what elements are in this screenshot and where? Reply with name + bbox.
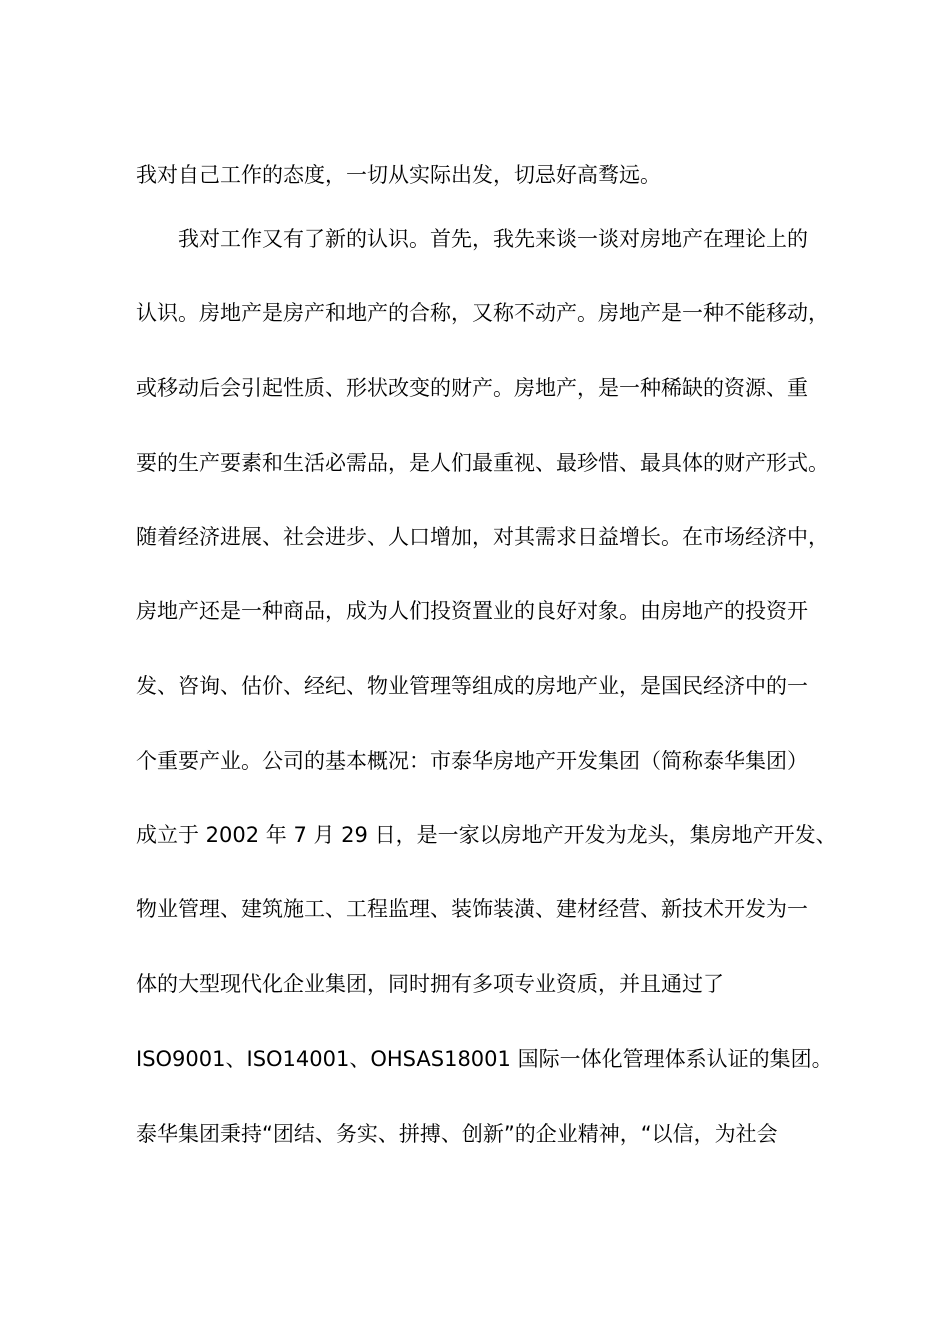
text-line-14: 泰华集团秉持“团结、务实、拼搏、创新”的企业精神，“以信，为社会: [136, 1122, 778, 1146]
text-line-1: 我对自己工作的态度，一切从实际出发，切忌好高骛远。: [136, 163, 661, 187]
text-line-4: 或移动后会引起性质、形状改变的财产。房地产，是一种稀缺的资源、重: [136, 376, 808, 400]
text-line-12: 体的大型现代化企业集团，同时拥有多项专业资质，并且通过了: [136, 972, 724, 996]
text-line-2: 我对工作又有了新的认识。首先，我先来谈一谈对房地产在理论上的: [136, 227, 808, 251]
text-line-5: 要的生产要素和生活必需品，是人们最重视、最珍惜、最具体的财产形式。: [136, 451, 829, 475]
text-line-10: 成立于 2002 年 7 月 29 日，是一家以房地产开发为龙头，集房地产开发、: [136, 823, 837, 847]
text-line-6: 随着经济进展、社会进步、人口增加，对其需求日益增长。在市场经济中，: [136, 525, 829, 549]
text-line-9: 个重要产业。公司的基本概况：市泰华房地产开发集团（简称泰华集团）: [136, 749, 808, 773]
text-line-7: 房地产还是一种商品，成为人们投资置业的良好对象。由房地产的投资开: [136, 599, 808, 623]
text-line-13: ISO9001、ISO14001、OHSAS18001 国际一体化管理体系认证的集团。: [136, 1047, 833, 1071]
text-line-11: 物业管理、建筑施工、工程监理、装饰装潢、建材经营、新技术开发为一: [136, 897, 808, 921]
text-line-3: 认识。房地产是房产和地产的合称，又称不动产。房地产是一种不能移动，: [136, 301, 829, 325]
text-line-8: 发、咨询、估价、经纪、物业管理等组成的房地产业，是国民经济中的一: [136, 674, 808, 698]
